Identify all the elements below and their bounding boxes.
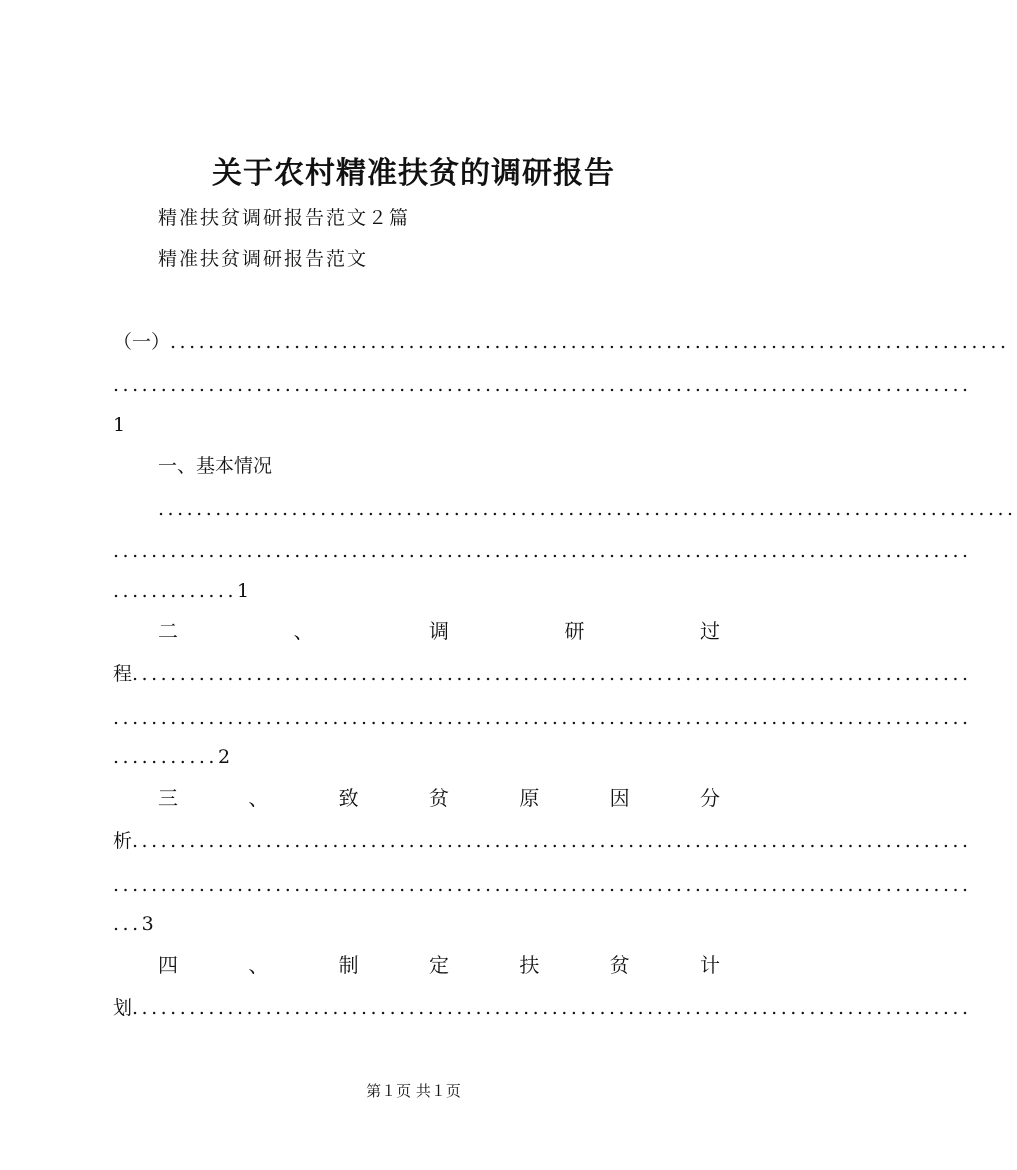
toc-char: 四 (158, 953, 178, 977)
toc-leader: ........................................................................................ (132, 997, 972, 1019)
toc-item-2-tail: 程 (113, 663, 133, 685)
toc-leader: ........................................................................................ (132, 663, 972, 685)
toc-char: 致 (338, 786, 359, 810)
toc-item-1-label: 一、基本情况 (158, 455, 273, 477)
toc-item-0-line1 (113, 330, 1010, 354)
toc-item-2-spread (158, 618, 720, 644)
toc-char: 、 (293, 619, 314, 643)
toc-item-2-line2 (113, 662, 972, 686)
page-footer: 第１页 共１页 (366, 1082, 461, 1100)
toc-item-2-page: 2 (217, 746, 231, 768)
toc-char: 扶 (519, 953, 540, 977)
toc-leader: ... (113, 913, 142, 935)
document-title: 关于农村精准扶贫的调研报告 (212, 156, 615, 191)
toc-char: 贫 (428, 786, 449, 810)
toc-item-3-line4 (113, 912, 739, 936)
subtitle-2: 精准扶贫调研报告范文 (158, 248, 369, 270)
toc-leader: ........... (113, 746, 218, 768)
toc-char: 、 (248, 786, 269, 810)
toc-char: 过 (700, 619, 720, 643)
toc-char: 二 (158, 619, 178, 643)
toc-item-3-line2 (113, 829, 972, 853)
toc-char: 制 (338, 953, 359, 977)
toc-leader: .......................................................................................... (113, 707, 972, 729)
toc-leader: .......................................................................................... (158, 498, 1017, 520)
toc-leader: .......................................................................................... (113, 540, 972, 562)
toc-leader: ............. (113, 580, 238, 602)
toc-char: 三 (158, 786, 178, 810)
toc-char: 、 (248, 953, 269, 977)
toc-char: 贫 (609, 953, 630, 977)
toc-char: 定 (428, 953, 449, 977)
toc-item-0-line2 (113, 373, 972, 397)
toc-leader: ........................................................................................ (170, 331, 1010, 353)
toc-item-4-spread (158, 952, 720, 978)
toc-item-1-line3 (113, 539, 972, 563)
toc-leader: .......................................................................................... (113, 874, 972, 896)
subtitle-1: 精准扶贫调研报告范文２篇 (158, 207, 411, 229)
toc-item-1-page: 1 (237, 580, 250, 602)
toc-item-3-page: 3 (141, 913, 154, 935)
toc-item-2-line4 (113, 745, 739, 769)
toc-char: 原 (519, 786, 540, 810)
toc-leader: .......................................................................................... (113, 374, 972, 396)
toc-leader: ........................................................................................ (132, 830, 972, 852)
toc-item-1-line2 (158, 497, 1017, 521)
toc-char: 计 (699, 953, 720, 977)
toc-char: 研 (564, 619, 585, 643)
toc-item-3-line3 (113, 873, 972, 897)
toc-char: 因 (609, 786, 630, 810)
toc-item-0-page: 1 (113, 414, 126, 436)
toc-item-2-line3 (113, 706, 972, 730)
toc-item-0-label: （一） (113, 331, 171, 353)
toc-item-0-line3 (113, 413, 739, 437)
toc-item-3-tail: 析 (113, 830, 133, 852)
toc-item-4-line2 (113, 996, 972, 1020)
toc-item-1-line4 (113, 579, 739, 603)
toc-char: 调 (429, 619, 449, 643)
toc-item-1-label-line (158, 454, 739, 478)
toc-char: 分 (699, 786, 720, 810)
toc-item-4-tail: 划 (113, 997, 133, 1019)
toc-item-3-spread (158, 785, 720, 811)
